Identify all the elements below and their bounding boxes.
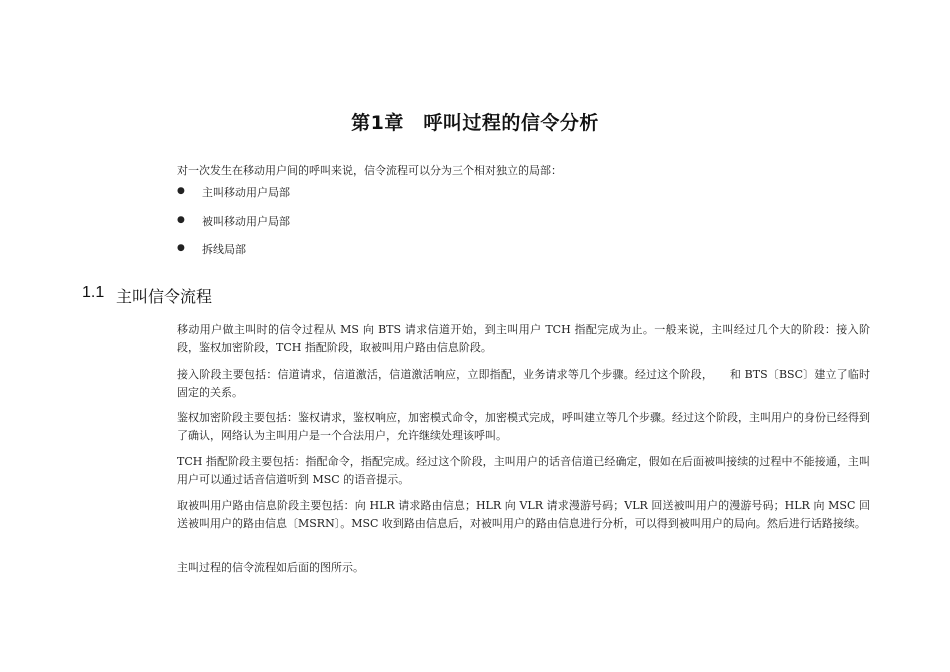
paragraph-block [177,497,870,533]
list-item-text: 拆线局部 [202,243,246,256]
chapter-title: 第1章 呼叫过程的信令分析 [351,112,599,134]
paragraph: 移动用户做主叫时的信令过程从 MS 向 BTS 请求信道开始，到主叫用户 TCH 指配完成为止。一般来说，主叫经过几个大的阶段：接入阶段，鉴权加密阶段，TCH 指配阶段，取被叫用户路由信息阶段。 [177,323,870,354]
paragraph-block [177,409,870,445]
paragraph-block [177,366,870,402]
section-heading [82,284,212,307]
intro-text: 对一次发生在移动用户间的呼叫来说，信令流程可以分为三个相对独立的局部： [177,164,562,177]
paragraph: 接入阶段主要包括：信道请求，信道激活，信道激活响应，立即指配，业务请求等几个步骤。经过这个阶段， 和 BTS〔BSC〕建立了临时固定的关系。 [177,368,870,399]
section-number: 1.1 [82,284,105,301]
bullet-list [177,184,290,270]
paragraph: 取被叫用户路由信息阶段主要包括：向 HLR 请求路由信息；HLR 向 VLR 请求漫游号码；VLR 回送被叫用户的漫游号码；HLR 向 MSC 回送被叫用户的路由信息〔MSRN〕。MSC 收到路由信息后，对被叫用户的路由信息进行分析，可以得到被叫用户的局向。然后进行话路接续。 [177,499,870,530]
paragraph: 鉴权加密阶段主要包括：鉴权请求，鉴权响应，加密模式命令，加密模式完成，呼叫建立等几个步骤。经过这个阶段，主叫用户的身份已经得到了确认，网络认为主叫用户是一个合法用户，允许继续处理该呼叫。 [177,411,870,442]
list-item-text: 主叫移动用户局部 [202,186,290,199]
paragraph-block [177,559,870,577]
paragraph: TCH 指配阶段主要包括：指配命令，指配完成。经过这个阶段，主叫用户的话音信道已经确定，假如在后面被叫接续的过程中不能接通，主叫用户可以通过话音信道听到 MSC 的语音提示。 [177,455,870,486]
bullet-icon: ● [177,214,185,225]
list-item [177,184,290,213]
paragraph-block [177,321,870,357]
paragraph-block [177,453,870,489]
paragraph: 主叫过程的信令流程如后面的图所示。 [177,561,364,574]
bullet-icon: ● [177,186,185,196]
section-title: 主叫信令流程 [116,289,213,306]
list-item-text: 被叫移动用户局部 [202,214,290,228]
list-item [177,213,290,242]
bullet-icon: ● [177,243,185,253]
list-item [177,241,290,270]
